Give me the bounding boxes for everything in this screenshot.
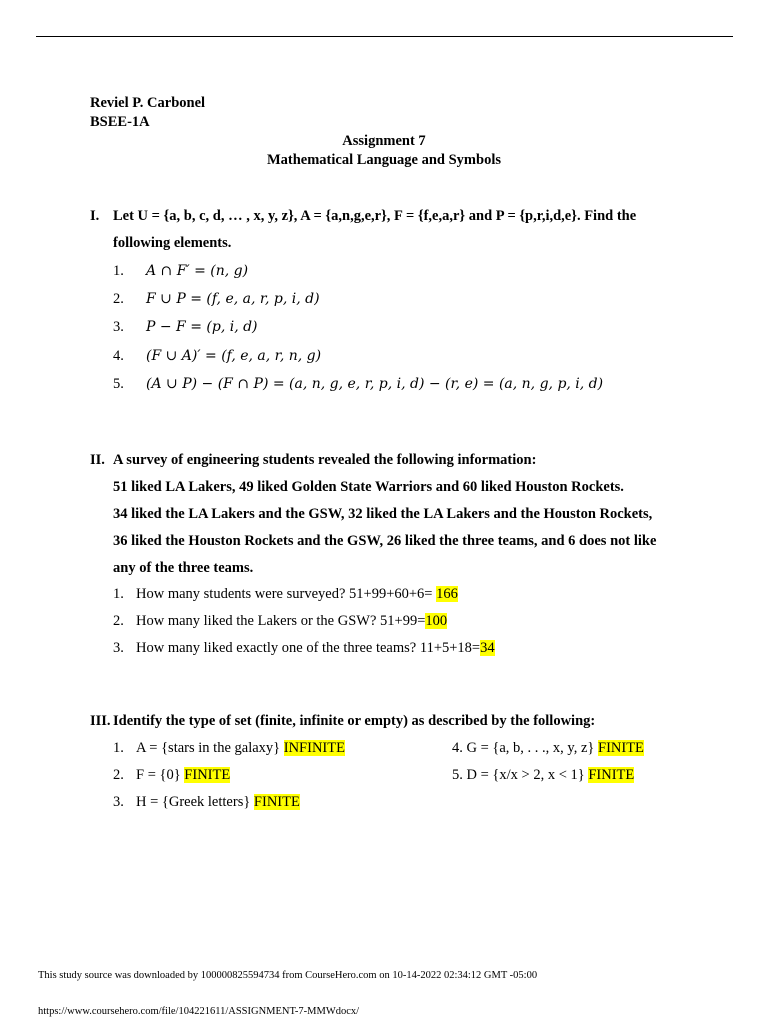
part1-roman: I.: [90, 208, 100, 224]
part2-question-number: 1.: [113, 586, 124, 602]
item-text: 5. D = {x/x > 2, x < 1}: [452, 767, 589, 783]
part1-prompt-line2: following elements.: [113, 235, 232, 251]
download-notice: This study source was downloaded by 100000825594734 from CourseHero.com on 10-14-2022 02:34:12 GMT -05:00: [38, 970, 538, 981]
part2-roman: II.: [90, 452, 105, 468]
student-name: Reviel P. Carbonel: [90, 95, 206, 111]
part1-item-expression: F ∪ P = (f, e, a, r, p, i, d): [146, 291, 320, 307]
part1-item-number: 4.: [113, 348, 124, 364]
answer-highlight: 100: [425, 613, 448, 629]
part1-item-number: 2.: [113, 291, 124, 307]
item-text: H = {Greek letters}: [136, 794, 254, 810]
part3-item: [136, 740, 345, 757]
question-text: How many liked the Lakers or the GSW? 51+99=: [136, 613, 426, 629]
part1-prompt-line1: Let U = {a, b, c, d, … , x, y, z}, A = {a,n,g,e,r}, F = {f,e,a,r} and P = {p,r,i,d,e}. Find the: [113, 208, 637, 224]
part3-item: [452, 767, 634, 784]
question-text: How many liked exactly one of the three teams? 11+5+18=: [136, 640, 481, 656]
source-url-link[interactable]: https://www.coursehero.com/file/104221611/ASSIGNMENT-7-MMWdocx/: [38, 1006, 360, 1017]
part1-item-expression: P − F = (p, i, d): [146, 319, 258, 335]
part2-text-line: 36 liked the Houston Rockets and the GSW, 26 liked the three teams, and 6 does not like: [113, 533, 657, 549]
part1-item-expression: A ∩ F′ = (n, g): [146, 263, 249, 279]
question-text: How many students were surveyed? 51+99+60+6=: [136, 586, 437, 602]
part2-question-number: 2.: [113, 613, 124, 629]
student-section: BSEE-1A: [90, 114, 150, 130]
part3-prompt: Identify the type of set (finite, infinite or empty) as described by the following:: [113, 713, 596, 729]
part1-item-number: 1.: [113, 263, 124, 279]
part3-item-number: 1.: [113, 740, 124, 756]
part2-text-line: 34 liked the LA Lakers and the GSW, 32 liked the LA Lakers and the Houston Rockets,: [113, 506, 653, 522]
answer-highlight: FINITE: [598, 740, 644, 756]
answer-highlight: INFINITE: [283, 740, 345, 756]
part2-question: [136, 640, 495, 657]
part2-text-line: A survey of engineering students revealed the following information:: [113, 452, 537, 468]
part1-item-expression: (F ∪ A)′ = (f, e, a, r, n, g): [146, 348, 322, 364]
part3-roman: III.: [90, 713, 111, 729]
part3-item: [136, 794, 300, 811]
top-horizontal-rule: [36, 36, 733, 37]
item-text: A = {stars in the galaxy}: [136, 740, 284, 756]
answer-highlight: FINITE: [253, 794, 300, 810]
part3-item: [452, 740, 644, 757]
item-text: F = {0}: [136, 767, 185, 783]
part3-item-number: 2.: [113, 767, 124, 783]
answer-highlight: FINITE: [184, 767, 231, 783]
part2-text-line: 51 liked LA Lakers, 49 liked Golden State Warriors and 60 liked Houston Rockets.: [113, 479, 624, 495]
item-text: 4. G = {a, b, . . ., x, y, z}: [452, 740, 598, 756]
assignment-subject: Mathematical Language and Symbols: [266, 152, 502, 168]
part1-item-number: 5.: [113, 376, 124, 392]
part3-item: [136, 767, 230, 784]
part1-item-expression: (A ∪ P) − (F ∩ P) = (a, n, g, e, r, p, i, d) − (r, e) = (a, n, g, p, i, d): [146, 376, 604, 392]
part2-question: [136, 613, 447, 630]
part2-text-line: any of the three teams.: [113, 560, 254, 576]
part2-question: [136, 586, 458, 603]
answer-highlight: 166: [436, 586, 458, 602]
assignment-title: Assignment 7: [342, 133, 426, 149]
part3-item-number: 3.: [113, 794, 124, 810]
answer-highlight: 34: [480, 640, 495, 656]
part2-question-number: 3.: [113, 640, 124, 656]
answer-highlight: FINITE: [588, 767, 635, 783]
part1-item-number: 3.: [113, 319, 124, 335]
